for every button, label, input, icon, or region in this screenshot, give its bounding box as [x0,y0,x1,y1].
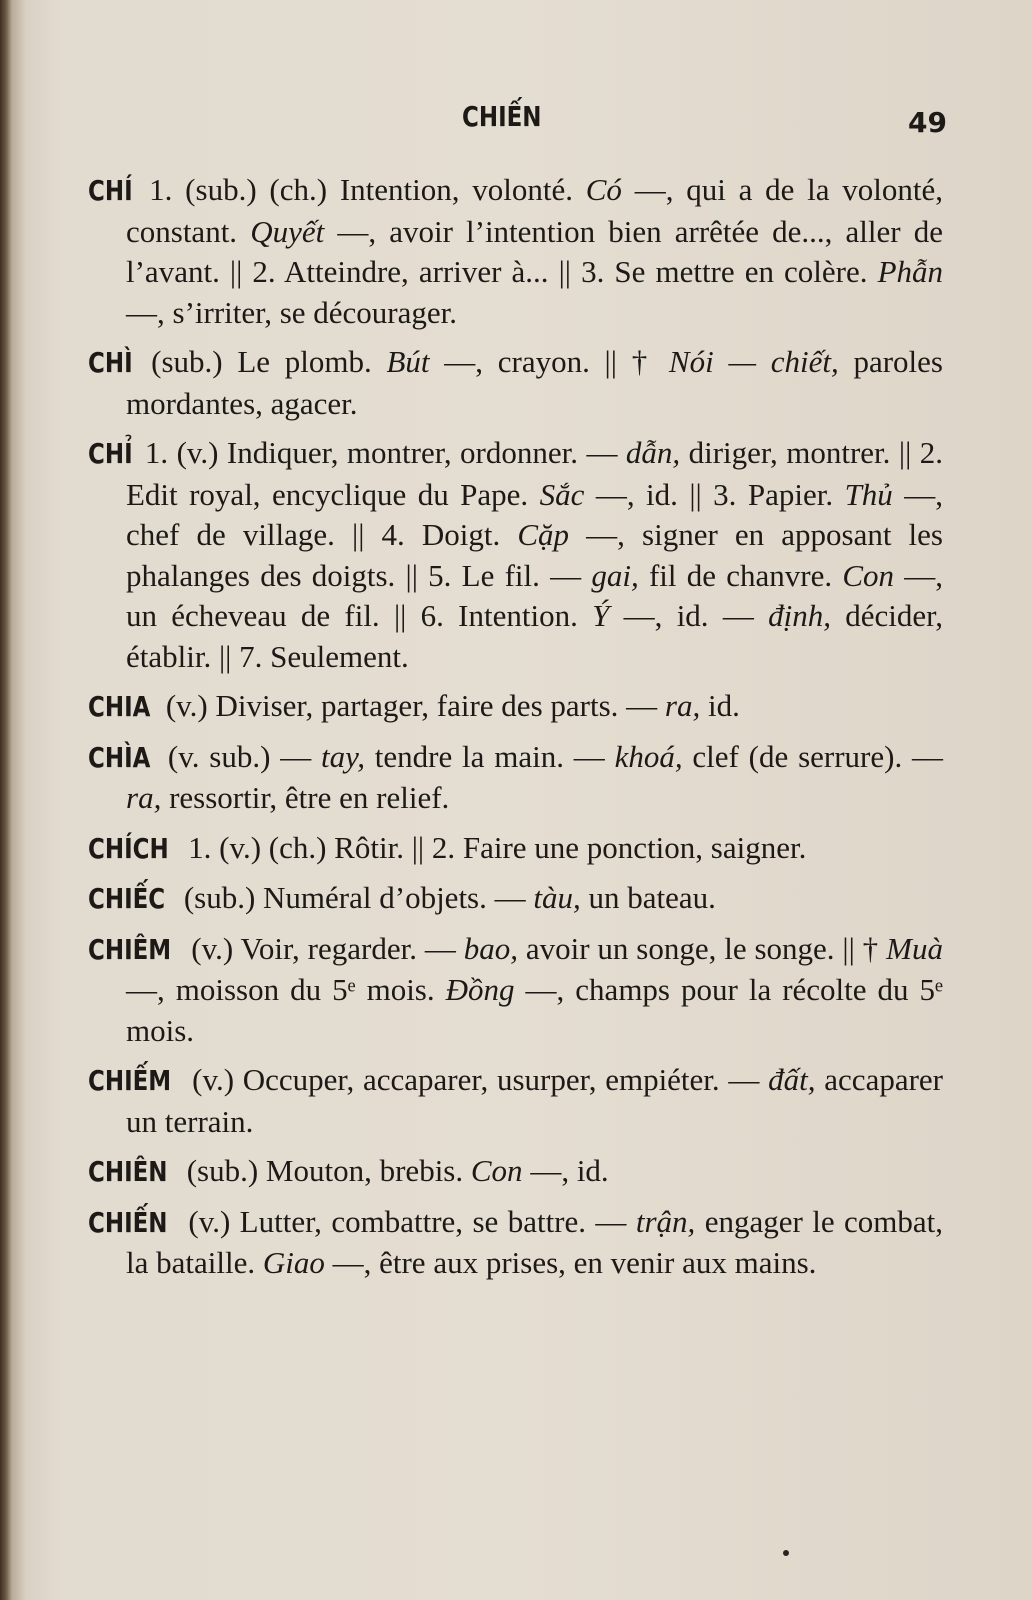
entry-headword: CHÌ [88,346,133,379]
entry-example-term: Đồng [445,972,515,1007]
entry-example-term: Quyết [250,213,325,249]
entry-definition-text: —, id. [522,1153,609,1188]
running-header: CHIẾN [462,100,542,133]
entry-definition-text: ressortir, être en relief. [161,780,450,815]
entry-definition-text: accaparer un terrain. [126,1062,943,1139]
dictionary-entry [88,686,943,728]
entry-headword: CHÍCH [88,831,169,865]
entry-definition-text: —, s’irriter, se décourager. [126,294,458,330]
entry-definition-text: avoir un songe, le songe. || † [517,930,887,966]
entry-definition-text: 1. (v.) (ch.) Rôtir. || 2. Faire une ponction, saigner. [180,829,807,865]
entry-definition-text: —, crayon. || † [429,344,669,379]
dictionary-entry [88,433,943,677]
page-number: 49 [908,106,947,139]
dictionary-entry [88,878,943,920]
entry-definition-text: —, champs pour la récolte du 5ᵉ mois. [126,972,943,1048]
entry-definition-text: (v.) Voir, regarder. — [183,930,464,966]
entry-headword: CHIẾN [88,1205,168,1239]
entry-definition-text: 1. (sub.) (ch.) Intention, volonté. [136,172,586,207]
dictionary-entry [88,1151,943,1193]
entry-example-term: Giao [262,1245,325,1280]
dictionary-entry [88,1060,943,1142]
entry-headword: CHÌA [88,740,151,774]
entry-definition-text: fil de chanvre. [638,557,843,593]
entry-definition-text: —, qui a de la volonté, constant. [126,172,943,249]
entry-example-term: đất, [768,1062,816,1097]
entry-headword: CHÍ [88,174,133,207]
dictionary-entry [88,929,943,1052]
entry-example-term: Bút [386,344,430,379]
entry-headword: CHIA [88,690,151,723]
entry-definition-text: —, id. || 3. Papier. [584,476,845,512]
entry-definition-text: (sub.) Numéral d’objets. — [176,880,534,915]
entry-example-term: Phẫn [877,254,943,289]
entry-definition-text: —, id. — [609,598,769,633]
entry-headword: CHIÊM [88,932,172,966]
entry-headword: CHIÊN [88,1155,168,1188]
dictionary-entry [88,828,943,870]
dictionary-entry [88,737,943,819]
entry-definition-text: —, avoir l’intention bien arrêtée de..., aller de l’avant. || 2. Atteindre, arriver à... || 3. Se mettre en colère. [126,213,943,289]
entry-example-term: tàu, [533,880,581,915]
entry-definition-text: décider, établir. || 7. Seulement. [126,598,943,674]
entry-definition-text: (sub.) Mouton, brebis. [178,1153,471,1188]
dictionary-entry [88,342,943,424]
entry-example-term: ra, [126,780,162,815]
entry-definition-text: id. [700,688,740,723]
entry-example-term: tay, [321,738,365,774]
entry-definition-text: —, signer en apposant les phalanges des doigts. || 5. Le fil. — [126,517,943,593]
entry-example-term: dẫn, [625,435,681,470]
entry-example-term: khoá, [614,738,683,774]
entry-headword: CHIẾC [88,882,166,915]
entry-example-term: gai, [591,557,639,593]
entry-example-term: Muà [886,930,943,966]
entry-definition-text: (v.) Lutter, combattre, se battre. — [178,1203,636,1239]
entry-list [88,170,943,1293]
entry-definition-text: (sub.) Le plomb. [136,344,387,379]
entry-definition-text: paroles mordantes, agacer. [126,344,943,421]
entry-definition-text: 1. (v.) Indiquer, montrer, ordonner. — [136,435,626,470]
entry-definition-text: (v. sub.) — [158,738,322,774]
entry-definition-text: engager le combat, la bataille. [126,1203,944,1280]
entry-definition-text: —, moisson du 5ᵉ mois. [126,972,446,1007]
entry-example-term: Con [470,1153,523,1188]
entry-example-term: Thủ [844,476,893,512]
entry-example-term: Ý [592,598,610,633]
ink-speck [783,1550,789,1556]
entry-definition-text: clef (de serrure). — [682,738,944,774]
entry-definition-text: diriger, montrer. || 2. Edit royal, encyclique du Pape. [126,435,943,512]
entry-definition-text: un bateau. [580,880,716,915]
entry-definition-text: (v.) Diviser, partager, faire des parts. — [158,688,665,723]
entry-example-term: Con [842,557,894,593]
entry-example-term: ra, [664,688,701,723]
entry-definition-text: (v.) Occuper, accaparer, usurper, empiéter. — [183,1062,769,1097]
entry-example-term: Có [585,172,622,207]
entry-example-term: bao, [463,930,518,966]
dictionary-entry [88,1202,943,1284]
entry-definition-text: tendre la main. — [364,738,615,774]
entry-definition-text: —, un écheveau de fil. || 6. Intention. [126,557,943,633]
entry-definition-text: —, être aux prises, en venir aux mains. [324,1245,817,1280]
entry-example-term: trận, [635,1203,696,1239]
entry-headword: CHỈ [88,437,133,470]
entry-headword: CHIẾM [88,1064,172,1097]
entry-example-term: Nói — chiết, [668,344,839,379]
entry-example-term: Sắc [539,476,585,512]
entry-example-term: định, [768,598,831,633]
dictionary-entry [88,170,943,333]
entry-example-term: Cặp [517,517,570,552]
entry-definition-text: —, chef de village. || 4. Doigt. [126,476,944,552]
